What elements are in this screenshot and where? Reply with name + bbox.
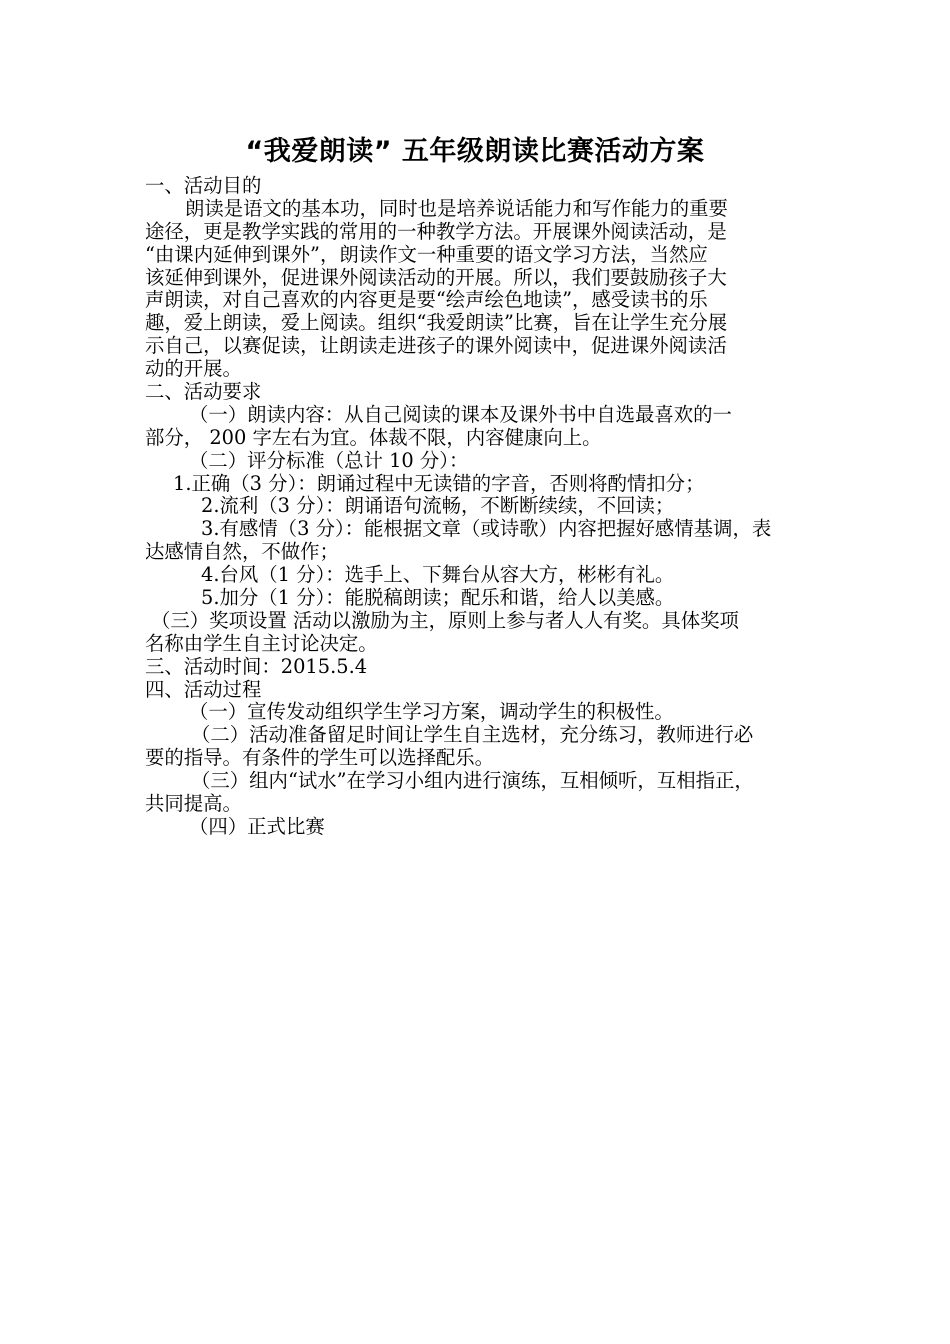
- process-item: （三）组内“试水”在学习小组内进行演练，互相倾听，互相指正，: [191, 769, 754, 793]
- paragraph-line: 朗读是语文的基本功，同时也是培养说话能力和写作能力的重要: [185, 196, 728, 220]
- process-item: （四）正式比赛: [189, 814, 325, 838]
- paragraph-line: 共同提高。: [145, 792, 242, 816]
- heading-activity-time: 三、活动时间：2015.5.4: [145, 654, 368, 678]
- paragraph-line: （三）奖项设置 活动以激励为主，原则上参与者人人有奖。具体奖项: [151, 608, 739, 632]
- criteria-item: 4.台风（1 分）：选手上、下舞台从容大方，彬彬有礼。: [201, 563, 675, 587]
- paragraph-line: 动的开展。: [145, 357, 242, 381]
- paragraph-line: 途径，更是教学实践的常用的一种教学方法。开展课外阅读活动，是: [145, 219, 727, 243]
- paragraph-line: 该延伸到课外，促进课外阅读活动的开展。所以，我们要鼓励孩子大: [145, 265, 727, 289]
- paragraph-line: 声朗读，对自己喜欢的内容更是要“绘声绘色地读”，感受读书的乐: [145, 288, 708, 312]
- document-title: “我爱朗读” 五年级朗读比赛活动方案: [245, 136, 705, 167]
- paragraph-line: （一）朗读内容：从自己阅读的课本及课外书中自选最喜欢的一: [189, 402, 732, 426]
- document-body: [145, 175, 815, 839]
- process-item: （二）活动准备留足时间让学生自主选材，充分练习，教师进行必: [191, 723, 754, 747]
- paragraph-line: 名称由学生自主讨论决定。: [145, 631, 378, 655]
- paragraph-line: “由课内延伸到课外”，朗读作文一种重要的语文学习方法，当然应: [145, 242, 708, 266]
- heading-activity-requirements: 二、活动要求: [145, 380, 262, 404]
- paragraph-line: 要的指导。有条件的学生可以选择配乐。: [145, 746, 495, 770]
- process-item: （一）宣传发动组织学生学习方案，调动学生的积极性。: [189, 700, 674, 724]
- paragraph-line: 达感情自然，不做作；: [145, 540, 339, 564]
- criteria-item: 2.流利（3 分）：朗诵语句流畅，不断断续续，不回读；: [201, 494, 675, 518]
- paragraph-line: 部分， 200 字左右为宜。体裁不限，内容健康向上。: [145, 425, 602, 449]
- subheading-scoring-criteria: （二）评分标准（总计 10 分）：: [189, 448, 469, 472]
- paragraph-line: 示自己，以赛促读，让朗读走进孩子的课外阅读中，促进课外阅读活: [145, 334, 727, 358]
- paragraph-line: 趣，爱上朗读，爱上阅读。组织“我爱朗读”比赛，旨在让学生充分展: [145, 311, 728, 335]
- heading-activity-process: 四、活动过程: [145, 677, 262, 701]
- criteria-item: 1.正确（3 分）：朗诵过程中无读错的字音，否则将酌情扣分；: [173, 471, 705, 495]
- criteria-item: 3.有感情（3 分）：能根据文章（或诗歌）内容把握好感情基调，表: [201, 517, 772, 541]
- heading-activity-purpose: 一、活动目的: [145, 174, 262, 197]
- criteria-item: 5.加分（1 分）：能脱稿朗读；配乐和谐，给人以美感。: [201, 586, 675, 610]
